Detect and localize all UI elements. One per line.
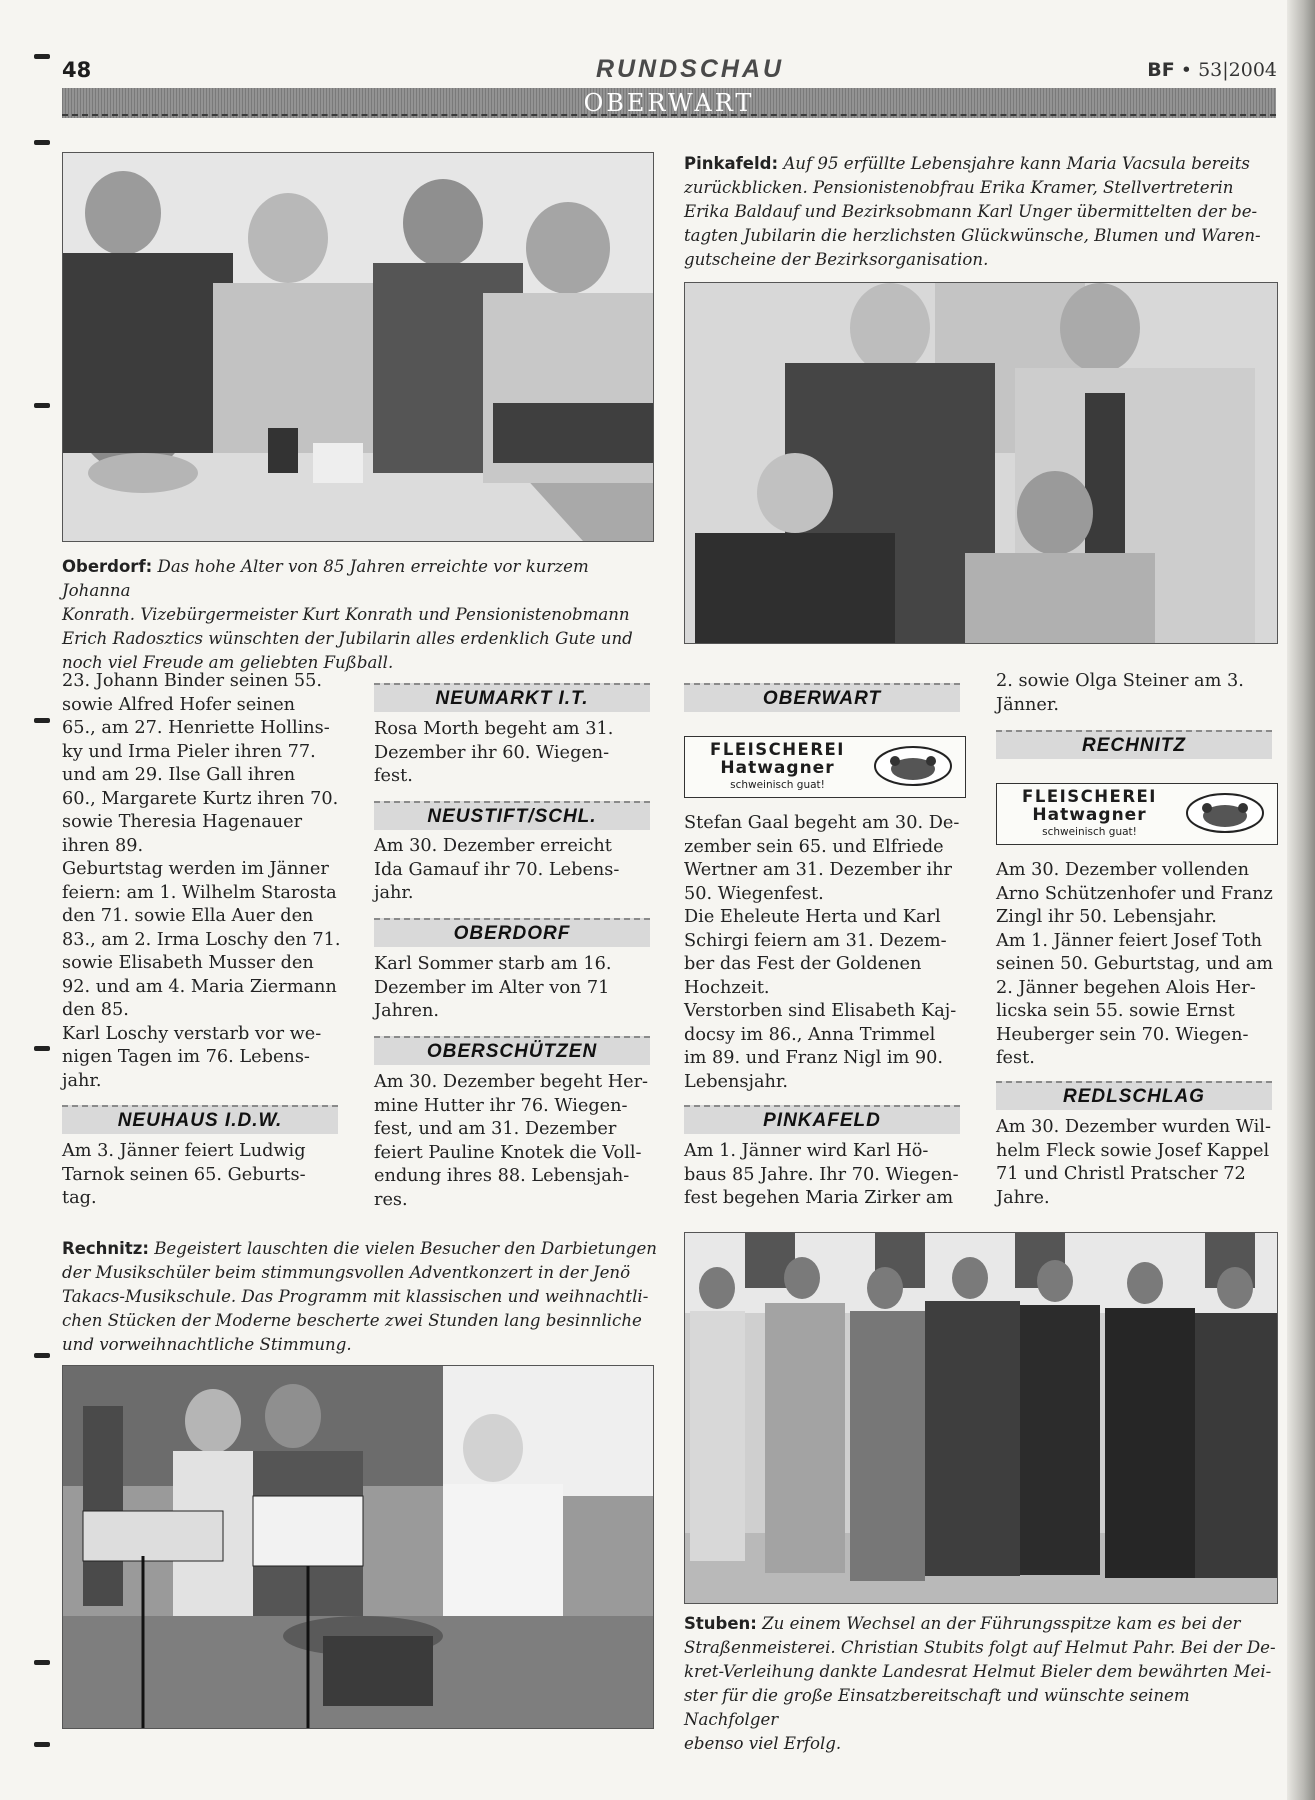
text-line: 2. sowie Olga Steiner am 3.	[996, 671, 1244, 691]
caption-text: Zu einem Wechsel an der Führungsspitze kam es bei der	[762, 1614, 1241, 1633]
caption-text: Straßenmeisterei. Christian Stubits folgt auf Helmut Pahr. Bei der De-	[684, 1638, 1276, 1657]
text-line: 83., am 2. Irma Loschy den 71.	[62, 929, 341, 950]
caption-place: Pinkafeld:	[684, 154, 779, 173]
column-4-text-2	[996, 1116, 1281, 1210]
caption-text: zurückblicken. Pensionistenobfrau Erika Kramer, Stellvertreterin	[684, 178, 1234, 197]
margin-mark	[34, 54, 50, 59]
margin-mark	[34, 1660, 50, 1665]
column-3-text-2	[684, 1140, 969, 1211]
text-line: Stefan Gaal begeht am 30. De-	[684, 813, 960, 833]
rubric-neustift: NEUSTIFT/SCHL.	[374, 801, 650, 830]
pig-logo-icon	[1185, 792, 1265, 834]
caption-text: chen Stücken der Moderne bescherte zwei Stunden lang besinnliche	[62, 1311, 642, 1330]
advertisement-fleischerei	[996, 783, 1278, 845]
text-line: 23. Johann Binder seinen 55.	[62, 671, 322, 691]
rubric-rechnitz: RECHNITZ	[996, 730, 1272, 759]
caption-text: noch viel Freude am geliebten Fußball.	[62, 653, 394, 672]
text-line: Verstorben sind Elisabeth Kaj-	[684, 1001, 957, 1021]
rubric-oberwart: OBERWART	[684, 683, 960, 712]
text-line: 92. und am 4. Maria Ziermann	[62, 976, 337, 997]
caption-text: ebenso viel Erfolg.	[684, 1734, 842, 1753]
ad-slogan: schweinisch guat!	[730, 779, 825, 791]
text-line: jahr.	[62, 1070, 102, 1091]
text-line: 65., am 27. Henriette Hollins-	[62, 718, 330, 738]
text-line: Jahre.	[996, 1187, 1050, 1208]
text-line: Dezember im Alter von 71	[374, 977, 610, 998]
margin-mark	[34, 1046, 50, 1051]
text-line: Jahren.	[374, 1001, 439, 1021]
text-line: Am 30. Dezember vollenden	[996, 860, 1249, 880]
text-line: ky und Irma Pieler ihren 77.	[62, 741, 316, 762]
caption-text: ster für die große Einsatzbereitschaft und wünschte seinem Nachfolger	[684, 1686, 1190, 1729]
text-line: Am 1. Jänner wird Karl Hö-	[684, 1141, 929, 1161]
text-line: helm Fleck sowie Josef Kappel	[996, 1140, 1270, 1161]
publication-title: RUNDSCHAU	[595, 55, 785, 83]
caption-rechnitz	[62, 1237, 662, 1357]
margin-mark	[34, 1353, 50, 1358]
section-title: OBERWART	[583, 89, 755, 117]
ad-brand: Hatwagner	[720, 758, 835, 778]
text-line: licska sein 55. sowie Ernst	[996, 1001, 1235, 1021]
rubric-oberdorf: OBERDORF	[374, 918, 650, 947]
text-line: Am 1. Jänner feiert Josef Toth	[996, 930, 1262, 951]
text-line: Zingl ihr 50. Lebensjahr.	[996, 907, 1217, 927]
caption-text: Erika Baldauf und Bezirksobmann Karl Unger übermittelten der be-	[684, 202, 1258, 221]
column-3-text-1	[684, 812, 969, 1094]
caption-oberdorf	[62, 555, 662, 675]
text-line: mine Hutter ihr 76. Wiegen-	[374, 1095, 628, 1116]
photo-oberdorf-image	[63, 153, 653, 541]
ad-brand: Hatwagner	[1032, 805, 1147, 825]
text-line: 50. Wiegenfest.	[684, 883, 824, 904]
rubric-redlschlag: REDLSCHLAG	[996, 1081, 1272, 1110]
photo-stuben-image	[685, 1233, 1277, 1603]
text-line: endung ihres 88. Lebensjah-	[374, 1166, 630, 1186]
photo-rechnitz-image	[63, 1366, 653, 1728]
text-line: Die Eheleute Herta und Karl	[684, 907, 941, 927]
text-line: Wertner am 31. Dezember ihr	[684, 860, 952, 880]
caption-text: kret-Verleihung dankte Landesrat Helmut Bieler dem bewährten Mei-	[684, 1662, 1272, 1681]
text-line: Tarnok seinen 65. Geburts-	[62, 1164, 306, 1185]
caption-text: tagten Jubilarin die herzlichsten Glückwünsche, Blumen und Waren-	[684, 226, 1261, 245]
caption-stuben	[684, 1612, 1284, 1756]
column-2-text-1	[374, 718, 659, 789]
text-line: im 89. und Franz Nigl im 90.	[684, 1048, 944, 1068]
photo-stuben	[684, 1232, 1278, 1604]
text-line: fest.	[374, 766, 413, 786]
text-line: Geburtstag werden im Jänner	[62, 859, 329, 879]
caption-place: Oberdorf:	[62, 557, 153, 576]
issue-number: 53|2004	[1198, 59, 1277, 81]
caption-place: Stuben:	[684, 1614, 757, 1633]
margin-mark	[34, 1742, 50, 1747]
text-line: Karl Loschy verstarb vor we-	[62, 1023, 322, 1044]
photo-pinkafeld-image	[685, 283, 1277, 643]
caption-text: Begeistert lauschten die vielen Besucher den Darbietungen	[154, 1239, 657, 1258]
text-line: feiern: am 1. Wilhelm Starosta	[62, 882, 337, 903]
text-line: nigen Tagen im 76. Lebens-	[62, 1047, 310, 1067]
photo-pinkafeld	[684, 282, 1278, 644]
caption-text: Auf 95 erfüllte Lebensjahre kann Maria Vacsula bereits	[783, 154, 1250, 173]
text-line: ber das Fest der Goldenen	[684, 954, 922, 974]
text-line: Karl Sommer starb am 16.	[374, 954, 612, 974]
issue-info: BF • 53|2004	[1147, 59, 1277, 81]
text-line: Dezember ihr 60. Wiegen-	[374, 742, 610, 763]
text-line: zember sein 65. und Elfriede	[684, 836, 944, 857]
text-line: seinen 50. Geburtstag, und am	[996, 954, 1274, 974]
ad-line: FLEISCHEREI	[710, 740, 845, 759]
scan-edge	[1287, 0, 1315, 1800]
advertisement-fleischerei	[684, 736, 966, 798]
pig-logo-icon	[873, 745, 953, 787]
caption-text: Konrath. Vizebürgermeister Kurt Konrath und Pensionistenobmann	[62, 605, 630, 624]
column-2-text-4	[374, 1071, 659, 1212]
margin-mark	[34, 140, 50, 145]
text-line: und am 29. Ilse Gall ihren	[62, 765, 296, 785]
text-line: Ida Gamauf ihr 70. Lebens-	[374, 859, 620, 880]
rubric-neuhaus: NEUHAUS I.D.W.	[62, 1105, 338, 1134]
column-4-text-0	[996, 670, 1281, 717]
text-line: res.	[374, 1189, 408, 1210]
caption-text: Erich Radosztics wünschten der Jubilarin alles erdenklich Gute und	[62, 629, 633, 648]
text-line: Am 3. Jänner feiert Ludwig	[62, 1141, 306, 1161]
text-line: 2. Jänner begehen Alois Her-	[996, 977, 1256, 998]
caption-text: Das hohe Alter von 85 Jahren erreichte vor kurzem Johanna	[62, 557, 589, 600]
rubric-pinkafeld: PINKAFELD	[684, 1105, 960, 1134]
text-line: sowie Alfred Hofer seinen	[62, 694, 296, 715]
text-line: Hochzeit.	[684, 977, 770, 998]
text-line: docsy im 86., Anna Trimmel	[684, 1024, 936, 1045]
caption-text: Takacs-Musikschule. Das Programm mit klassischen und weihnachtli-	[62, 1287, 649, 1306]
text-line: fest begehen Maria Zirker am	[684, 1188, 954, 1208]
text-line: den 85.	[62, 1000, 129, 1020]
text-line: fest.	[996, 1048, 1035, 1068]
photo-oberdorf	[62, 152, 654, 542]
text-line: Schirgi feiern am 31. Dezem-	[684, 930, 947, 951]
text-line: Rosa Morth begeht am 31.	[374, 719, 614, 739]
caption-place: Rechnitz:	[62, 1239, 149, 1258]
photo-rechnitz	[62, 1365, 654, 1729]
rubric-oberschuetzen: OBERSCHÜTZEN	[374, 1036, 650, 1065]
text-line: tag.	[62, 1188, 97, 1208]
text-line: Jänner.	[996, 694, 1060, 715]
caption-text: der Musikschüler beim stimmungsvollen Adventkonzert in der Jenö	[62, 1263, 631, 1282]
margin-mark	[34, 718, 50, 723]
caption-pinkafeld	[684, 152, 1284, 272]
ad-slogan: schweinisch guat!	[1042, 826, 1137, 838]
text-line: Am 30. Dezember begeht Her-	[374, 1072, 649, 1092]
text-line: Arno Schützenhofer und Franz	[996, 883, 1273, 904]
column-4-text-1	[996, 859, 1281, 1071]
page-number: 48	[62, 58, 92, 82]
text-line: Heuberger sein 70. Wiegen-	[996, 1024, 1249, 1045]
ad-line: FLEISCHEREI	[1022, 787, 1157, 806]
caption-text: und vorweihnachtliche Stimmung.	[62, 1335, 352, 1354]
column-1-text	[62, 670, 347, 1093]
caption-text: gutscheine der Bezirksorganisation.	[684, 250, 989, 269]
column-1-bottom-text	[62, 1140, 347, 1211]
text-line: sowie Elisabeth Musser den	[62, 953, 314, 973]
text-line: Lebensjahr.	[684, 1071, 789, 1092]
text-line: Am 30. Dezember wurden Wil-	[996, 1117, 1271, 1137]
text-line: sowie Theresia Hagenauer	[62, 812, 303, 832]
column-2-text-2	[374, 835, 659, 906]
text-line: fest, und am 31. Dezember	[374, 1119, 617, 1139]
text-line: den 71. sowie Ella Auer den	[62, 906, 314, 926]
text-line: ihren 89.	[62, 835, 144, 856]
margin-mark	[34, 403, 50, 408]
text-line: 71 und Christl Pratscher 72	[996, 1164, 1246, 1184]
text-line: feiert Pauline Knotek die Voll-	[374, 1142, 642, 1163]
text-line: Am 30. Dezember erreicht	[374, 836, 612, 856]
issue-prefix: BF	[1147, 59, 1175, 81]
text-line: 60., Margarete Kurtz ihren 70.	[62, 788, 339, 809]
text-line: jahr.	[374, 883, 414, 903]
column-2-text-3	[374, 953, 659, 1024]
text-line: baus 85 Jahre. Ihr 70. Wiegen-	[684, 1164, 959, 1185]
rubric-neumarkt: NEUMARKT I.T.	[374, 683, 650, 712]
